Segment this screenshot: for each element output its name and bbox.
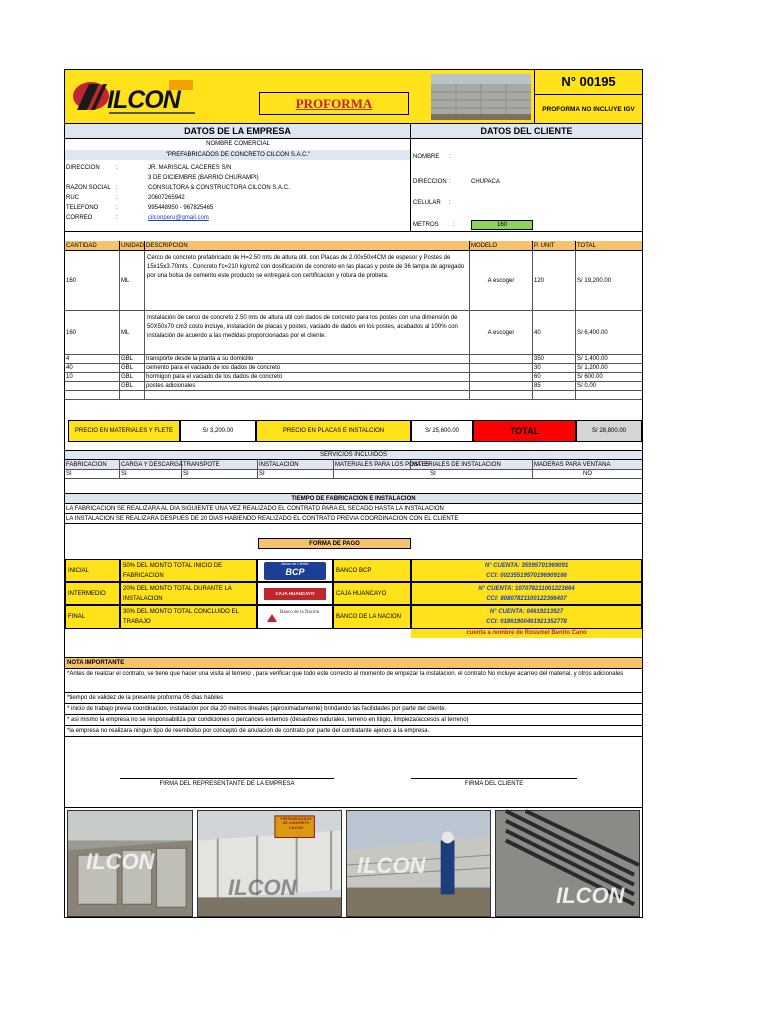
field-sep: : bbox=[116, 165, 118, 171]
pago-etapa: INICIAL bbox=[65, 559, 120, 582]
cliente-celular-sep: : bbox=[449, 200, 451, 206]
field-label: DIRECCION bbox=[66, 165, 100, 171]
cell-unidad: ML bbox=[120, 251, 145, 311]
table-row-empty bbox=[65, 391, 642, 400]
nombre-comercial: "PREFABRICADOS DE CONCRETO CILCON S.A.C." bbox=[65, 150, 411, 160]
field-label: TELEFONO bbox=[66, 205, 99, 211]
servicio-value: SI bbox=[334, 470, 533, 479]
pago-detalle: 30% DEL MONTO TOTAL CONCLUIDO EL TRABAJO bbox=[120, 605, 257, 629]
tiempo-line: LA INSTALACION SE REALIZARA DESPUES DE 20 DIAS HABIENDO REALIZADO EL CONTRATO PREVIA COORDINACION CON EL CLIENTE bbox=[65, 514, 642, 524]
pago-banco: CAJA HUANCAYO bbox=[333, 582, 411, 605]
servicios-values bbox=[65, 470, 642, 479]
empresa-field-row bbox=[66, 195, 406, 205]
cell-punit: 120 bbox=[533, 251, 576, 311]
cell-cantidad: 160 bbox=[65, 311, 120, 355]
cell-total: S/ 6,400.00 bbox=[576, 311, 642, 355]
empty-cell bbox=[533, 391, 576, 400]
table-row bbox=[65, 251, 642, 311]
empresa-section-title: DATOS DE LA EMPRESA bbox=[65, 124, 411, 139]
empresa-fields bbox=[66, 165, 406, 225]
nombre-comercial-label: NOMBRE COMERCIAL bbox=[206, 141, 270, 147]
cliente-direccion-sep: : bbox=[449, 179, 451, 185]
cell-descripcion: transporte desde la planta a su domicilio bbox=[145, 355, 470, 364]
cell-unidad: GBL bbox=[120, 382, 145, 391]
pago-etapa: INTERMEDIO bbox=[65, 582, 120, 605]
nota-line: * asi mismo la empresa no se responsabiliza por condiciones o percances externos (desastres naturales, terreno en litigio, limpieza/accesos al terreno) bbox=[65, 715, 642, 726]
servicio-header: TRANSPOTE bbox=[182, 460, 258, 470]
photo-watermark: ILCON bbox=[357, 853, 426, 878]
field-sep: : bbox=[116, 185, 118, 191]
project-photo-2 bbox=[197, 810, 342, 917]
firma-line-cliente bbox=[411, 778, 577, 779]
notas-title: NOTA IMPORTANTE bbox=[65, 657, 642, 669]
col-sep bbox=[120, 241, 145, 251]
total-value: S/ 28,800.00 bbox=[576, 420, 642, 442]
cell-total: S/ 0.00 bbox=[576, 382, 642, 391]
pago-detalle: 50% DEL MONTO TOTAL INICIO DE FABRICACION bbox=[120, 559, 257, 582]
cell-modelo bbox=[470, 355, 533, 364]
cliente-direccion: CHUPACA bbox=[471, 179, 500, 185]
photo-watermark: ILCON bbox=[228, 875, 297, 900]
cell-descripcion: hormigon para el vaciado de los dados de concreto bbox=[145, 373, 470, 382]
cell-modelo bbox=[470, 364, 533, 373]
materiales-value: S/ 3,200.00 bbox=[180, 420, 256, 442]
tiempo-line: LA FABRICACION SE REALIZARA AL DIA SIGUIENTE UNA VEZ REALIZADO EL CONTRATO PARA EL SECADO HASTA LA INSTALACION bbox=[65, 504, 642, 514]
doc-number-box bbox=[534, 70, 642, 124]
servicio-header: CARGA Y DESCARGA bbox=[121, 462, 183, 468]
pago-titular: cuenta a nombre de Rossmel Benito Cano bbox=[411, 629, 642, 638]
servicio-header: FABRICACION bbox=[65, 460, 120, 470]
proforma-title: PROFORMA bbox=[295, 96, 373, 111]
field-sep: : bbox=[116, 195, 118, 201]
field-label: RAZON SOCIAL bbox=[66, 185, 111, 191]
empresa-field-row bbox=[66, 215, 406, 225]
cell-cantidad: 40 bbox=[65, 364, 120, 373]
firma-cliente-label: FIRMA DEL CLIENTE bbox=[464, 781, 524, 787]
empresa-field-row bbox=[66, 165, 406, 175]
cell-total: S/ 1,400.00 bbox=[576, 355, 642, 364]
servicio-header: INSTALACION bbox=[258, 460, 334, 470]
col-header-modelo: MODELO bbox=[471, 243, 498, 249]
field-value: 995448950 - 967825465 bbox=[148, 205, 214, 211]
cell-total: S/ 600.00 bbox=[576, 373, 642, 382]
project-photo-4 bbox=[495, 810, 640, 917]
cell-descripcion: cemento para el vaciado de los dados de concreto bbox=[145, 364, 470, 373]
photos-divider bbox=[65, 807, 642, 808]
banco-nacion-logo bbox=[257, 605, 333, 629]
field-value: JR. MARISCAL CACERES S/N bbox=[148, 165, 232, 171]
table-row bbox=[65, 311, 642, 355]
cell-modelo bbox=[470, 373, 533, 382]
cell-modelo: A escoger bbox=[470, 251, 533, 311]
caja-huancayo-logo bbox=[257, 582, 333, 605]
empresa-field-row bbox=[66, 205, 406, 215]
tiempo-title: TIEMPO DE FABRICACION E INSTALACION bbox=[65, 493, 642, 504]
col-sep bbox=[65, 241, 120, 251]
cell-cantidad: 10 bbox=[65, 373, 120, 382]
cliente-metros-sep: : bbox=[453, 222, 455, 228]
cell-descripcion: Cerco de concreto prefabricado de H=2.50 mts de altura útil. con Placas de 2.00x50x4CM de espesor y Postes de 15x15x3.70mts . Concreto f'c=210 kg/cm2 con dosificación de concreto en las placas y poste de 36 lampa de agregado por una bolsa de cemento este producto se entregará con certificacion y rotura de probeta. bbox=[145, 251, 470, 311]
pago-title: FORMA DE PAGO bbox=[258, 538, 411, 549]
col-sep bbox=[145, 241, 470, 251]
pago-cci: CCI: 80807821100122366407 bbox=[486, 596, 567, 602]
pago-cuenta-cell bbox=[411, 582, 642, 605]
cliente-nombre-sep: : bbox=[449, 154, 451, 160]
cell-modelo: A escoger bbox=[470, 311, 533, 355]
cell-cantidad: 160 bbox=[65, 251, 120, 311]
empty-cell bbox=[145, 391, 470, 400]
col-header-cantidad: CANTIDAD bbox=[66, 243, 97, 249]
empty-cell bbox=[65, 391, 120, 400]
proforma-sheet bbox=[64, 69, 643, 918]
empty-cell bbox=[120, 391, 145, 400]
bcp-logo-caption: Banco de Crédito bbox=[281, 562, 309, 566]
servicio-header: MADERAS PARA VENTANA bbox=[533, 460, 642, 470]
photo-sticker: PREFABRICADOS DE CONCRETO CILCON bbox=[280, 817, 312, 830]
cliente-block bbox=[411, 139, 642, 231]
bcp-logo-text: BCP bbox=[285, 567, 305, 577]
nota-line: *tiempo de validez de la presente proforma 06 dias habiles bbox=[65, 693, 642, 704]
bcp-logo-badge bbox=[264, 562, 326, 580]
col-header-punit: P. UNIT bbox=[534, 243, 555, 249]
pago-cci: CCI: 01861900461921352778 bbox=[486, 619, 567, 625]
cell-unidad: GBL bbox=[120, 364, 145, 373]
pago-banco: BANCO BCP bbox=[333, 559, 411, 582]
nota-line: *la empresa no realizara ningun tipo de reembolso por concepto de anulacion de contrato por parte del contratante ajenos a la empresa. bbox=[65, 726, 642, 737]
table-row bbox=[65, 373, 642, 382]
servicio-value: SI bbox=[182, 470, 258, 479]
cell-unidad: ML bbox=[120, 311, 145, 355]
cell-unidad: GBL bbox=[120, 373, 145, 382]
items-table-header bbox=[65, 241, 642, 251]
firma-empresa-label: FIRMA DEL REPRESENTANTE DE LA EMPRESA bbox=[159, 781, 295, 787]
cell-unidad: GBL bbox=[120, 355, 145, 364]
pago-cuenta-cell bbox=[411, 605, 642, 629]
col-header-descripcion: DESCRIPCION bbox=[146, 243, 188, 249]
pago-banco: BANCO DE LA NACION bbox=[333, 605, 411, 629]
table-row bbox=[65, 382, 642, 391]
cliente-celular-label: CELULAR bbox=[413, 200, 441, 206]
servicios-title: SERVICIOS INCLUIDOS bbox=[65, 450, 642, 460]
wall-thumbnail-photo bbox=[431, 74, 531, 120]
servicio-value: NO bbox=[533, 470, 642, 479]
project-photo-1 bbox=[67, 810, 193, 917]
pago-cuenta: N° CUENTA: 04619213527 bbox=[489, 609, 564, 615]
empty-cell bbox=[470, 391, 533, 400]
nota-line: *Antes de realizar el contrato, se tiene que hacer una visita al terreno , para verificar que todo este correcto al momento de empezar la instalacion. el contrato No incluye acarreo del material, y otros adicionales bbox=[65, 669, 642, 693]
cliente-direccion-label: DIRECCION bbox=[413, 179, 447, 185]
photo-watermark: ILCON bbox=[556, 883, 625, 908]
materiales-label: PRECIO EN MATERIALES Y FLETE bbox=[68, 420, 180, 442]
empty-cell bbox=[576, 391, 642, 400]
cell-cantidad: 4 bbox=[65, 355, 120, 364]
proforma-title-box bbox=[259, 92, 409, 115]
caja-logo-text: CAJA HUANCAYO bbox=[264, 588, 326, 600]
pago-cuenta-cell bbox=[411, 559, 642, 582]
bcp-logo bbox=[257, 559, 333, 582]
cliente-metros-label: METROS bbox=[413, 222, 439, 228]
placas-label: PRECIO EN PLACAS E INSTALCION bbox=[256, 420, 411, 442]
banco-nacion-logo-text: Banco de la Nación bbox=[280, 610, 320, 615]
pago-detalle: 20% DEL MONTO TOTAL DURANTE LA INSTALACION bbox=[120, 582, 257, 605]
servicio-value: SI bbox=[258, 470, 334, 479]
cliente-section-title: DATOS DEL CLIENTE bbox=[411, 124, 642, 139]
company-logo bbox=[69, 76, 199, 120]
cliente-nombre-label: NOMBRE bbox=[413, 154, 440, 160]
cell-punit: 40 bbox=[533, 311, 576, 355]
field-value: CONSULTORA & CONSTRUCTORA CILCON S.A.C. bbox=[148, 185, 290, 191]
total-label: TOTAL bbox=[473, 420, 576, 442]
logo-text: ILCON bbox=[107, 86, 180, 114]
cell-punit: 30 bbox=[533, 364, 576, 373]
placas-value: S/ 25,600.00 bbox=[411, 420, 473, 442]
field-label: RUC bbox=[66, 195, 79, 201]
cell-punit: 350 bbox=[533, 355, 576, 364]
field-value: 20607265942 bbox=[148, 195, 185, 201]
field-value: 3 DE DICIEMBRE (BARRIO CHURAMPI) bbox=[148, 175, 259, 181]
project-photo-3 bbox=[346, 810, 491, 917]
divider bbox=[65, 231, 642, 232]
cell-descripcion: postes adicionales bbox=[145, 382, 470, 391]
banco-nacion-emblem-icon bbox=[266, 612, 278, 624]
cell-total: S/ 1,200.00 bbox=[576, 364, 642, 373]
col-header-total: TOTAL bbox=[577, 243, 596, 249]
cell-descripcion: Instalación de cerco de concreto 2.50 mts de altura util con dados de concreto para los postes con una dimensión de 50X50x70 cm3 costo incluye, instalación de placas y postes, vaciado de dados en los postes, acabados al 100% con instalación de acuerdo a las medidas proporcionadas por el cliente. bbox=[145, 311, 470, 355]
cell-punit: 60 bbox=[533, 373, 576, 382]
table-row bbox=[65, 355, 642, 364]
cell-modelo bbox=[470, 382, 533, 391]
nota-line: * inicio de trabajo previa coordinacion, instalacion por dia 20 metros lineales (aproximadamente) brindando las facilidades por parte del cliente. bbox=[65, 704, 642, 715]
pago-cuenta: N° CUENTA: 107078211001223664 bbox=[478, 586, 575, 592]
col-sep bbox=[470, 241, 533, 251]
photo-watermark: ILCON bbox=[86, 849, 155, 874]
metros-value: 160 bbox=[471, 220, 533, 230]
col-header-unidad: UNIDAD bbox=[121, 243, 145, 249]
table-row bbox=[65, 364, 642, 373]
field-label: CORREO bbox=[66, 215, 93, 221]
cell-cantidad bbox=[65, 382, 120, 391]
pago-table bbox=[65, 559, 642, 629]
cell-punit: 85 bbox=[533, 382, 576, 391]
empresa-field-row bbox=[66, 175, 406, 185]
pago-etapa: FINAL bbox=[65, 605, 120, 629]
servicio-value: SI bbox=[120, 470, 182, 479]
field-sep: : bbox=[116, 205, 118, 211]
email-link[interactable]: cilconperu@gmail.com bbox=[148, 215, 209, 221]
servicio-value: SI bbox=[65, 470, 120, 479]
firma-line-empresa bbox=[120, 778, 334, 779]
doc-number: N° 00195 bbox=[561, 74, 616, 89]
servicio-header: MATERIALES DE INSTALACION bbox=[411, 460, 533, 470]
pago-cci: CCI: 00235519570196909166 bbox=[486, 573, 567, 579]
cell-total: S/ 19,200.00 bbox=[576, 251, 642, 311]
servicio-header: MATERIALES PARA LOS POSTES bbox=[335, 462, 430, 468]
igv-note: PROFORMA NO INCLUYE IGV bbox=[542, 106, 635, 113]
pago-cuenta: N° CUENTA: 35595701969091 bbox=[484, 563, 569, 569]
field-sep: : bbox=[116, 215, 118, 221]
col-sep bbox=[533, 241, 576, 251]
empresa-field-row bbox=[66, 185, 406, 195]
servicios-header bbox=[65, 460, 642, 470]
